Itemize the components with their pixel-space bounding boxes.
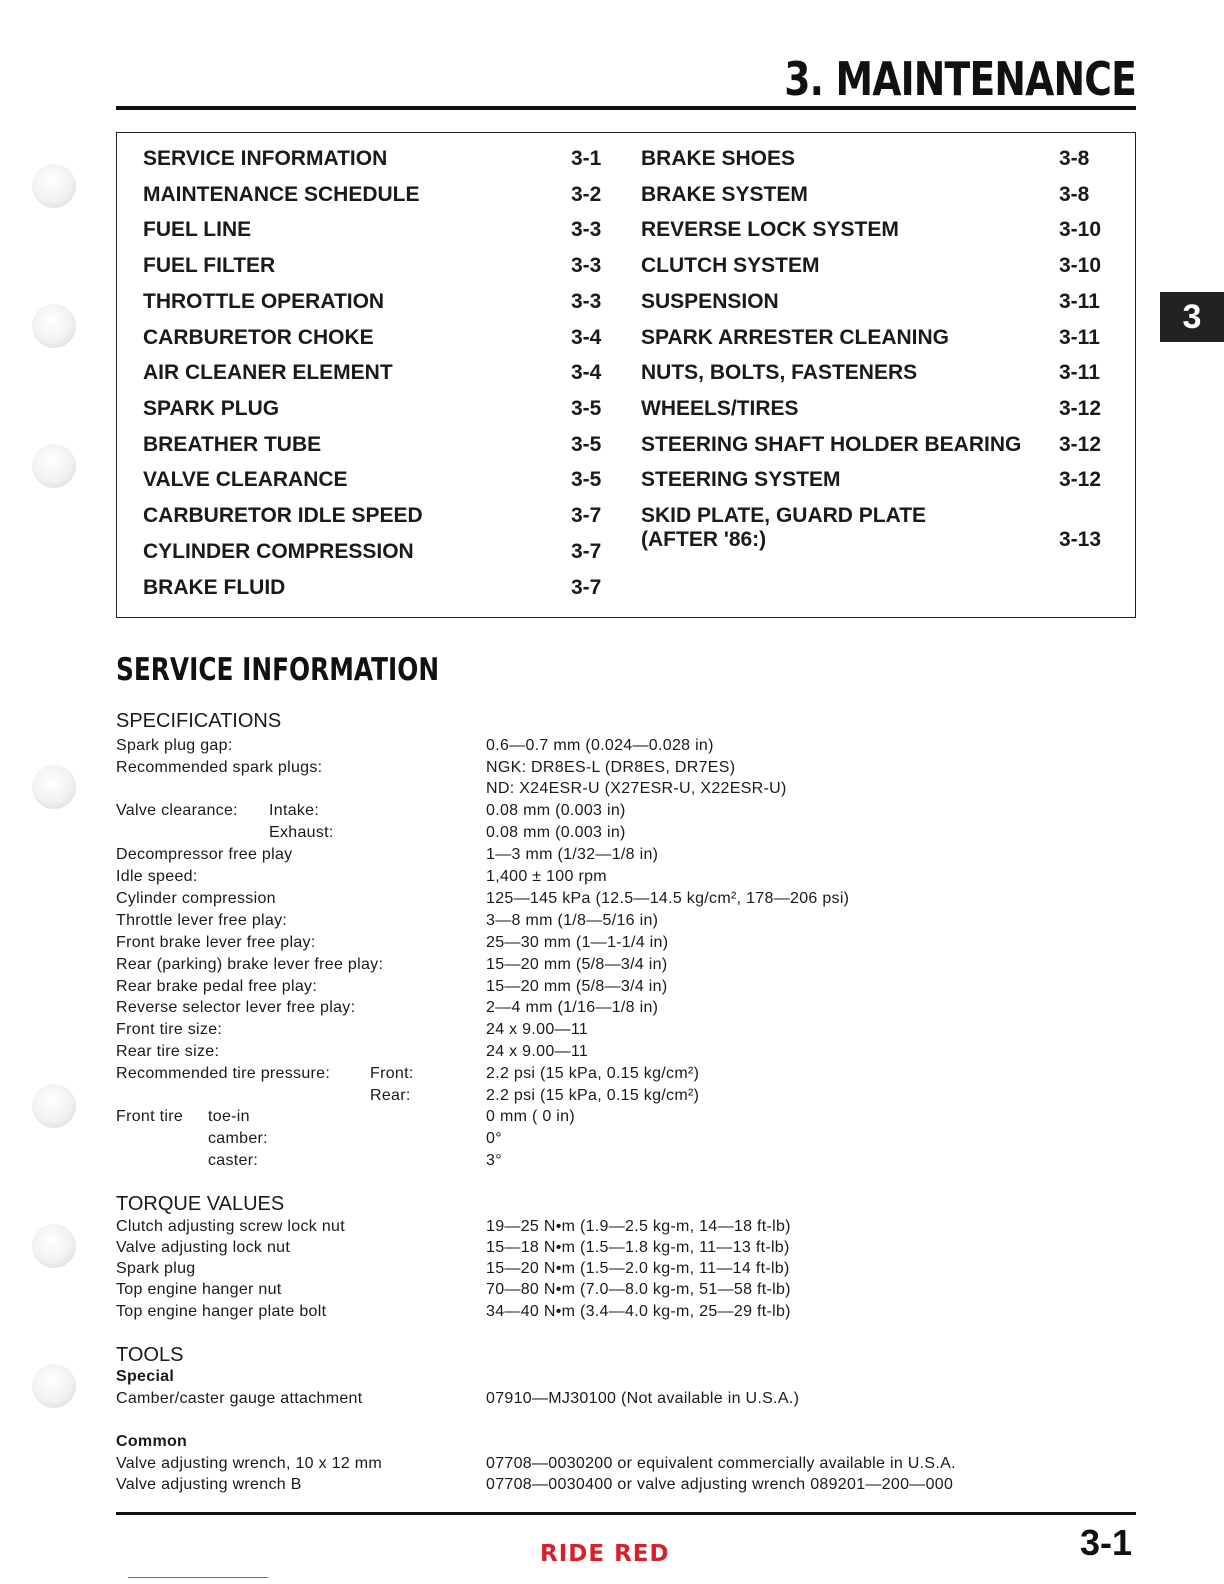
toc-item-label[interactable]: BREATHER TUBE xyxy=(143,433,322,456)
footer-rule xyxy=(116,1512,1136,1515)
toc-item-page: 3-11 xyxy=(1059,290,1100,313)
footer-brand-logo: RIDE RED xyxy=(540,1541,670,1567)
spec-value: 0° xyxy=(486,1130,502,1147)
spec-value: 3—8 mm (1/8—5/16 in) xyxy=(486,912,659,929)
toc-item-label[interactable]: BRAKE SHOES xyxy=(641,147,796,170)
header-rule xyxy=(116,106,1136,110)
toc-item-page: 3-4 xyxy=(571,361,602,384)
tool-label: Valve adjusting wrench, 10 x 12 mm xyxy=(116,1455,383,1472)
binder-hole xyxy=(32,765,76,809)
toc-box xyxy=(116,132,1136,618)
toc-item-label[interactable]: SKID PLATE, GUARD PLATE xyxy=(641,504,927,527)
binder-hole xyxy=(32,164,76,208)
spec-value: 0 mm ( 0 in) xyxy=(486,1108,575,1125)
chapter-title: 3. MAINTENANCE xyxy=(784,52,1136,106)
spec-sublabel: toe-in xyxy=(208,1108,250,1125)
toc-item-page: 3-11 xyxy=(1059,361,1100,384)
toc-item-page: 3-7 xyxy=(571,504,602,527)
spec-label: Recommended tire pressure: xyxy=(116,1065,331,1082)
spec-label: Front tire size: xyxy=(116,1021,223,1038)
torque-label: Valve adjusting lock nut xyxy=(116,1239,291,1256)
toc-item-page: 3-5 xyxy=(571,468,602,491)
toc-item-label[interactable]: BRAKE SYSTEM xyxy=(641,183,808,206)
spec-label: Spark plug gap: xyxy=(116,737,233,754)
toc-item-label[interactable]: REVERSE LOCK SYSTEM xyxy=(641,218,899,241)
toc-item-page: 3-5 xyxy=(571,397,602,420)
toc-item-label[interactable]: CARBURETOR CHOKE xyxy=(143,326,374,349)
toc-item-page: 3-10 xyxy=(1059,218,1102,241)
tool-value: 07708—0030200 or equivalent commercially available in U.S.A. xyxy=(486,1455,956,1472)
toc-item-label[interactable]: SPARK ARRESTER CLEANING xyxy=(641,326,950,349)
torque-label: Clutch adjusting screw lock nut xyxy=(116,1218,345,1235)
tool-label: Camber/caster gauge attachment xyxy=(116,1390,363,1407)
toc-item-label[interactable]: FUEL LINE xyxy=(143,218,252,241)
spec-value: 2.2 psi (15 kPa, 0.15 kg/cm²) xyxy=(486,1065,700,1082)
spec-label: Reverse selector lever free play: xyxy=(116,999,356,1016)
toc-item-page: 3-3 xyxy=(571,218,602,241)
spec-label: Front tire xyxy=(116,1108,184,1125)
spec-sublabel: Exhaust: xyxy=(269,824,334,841)
torque-value: 15—18 N•m (1.5—1.8 kg-m, 11—13 ft-lb) xyxy=(486,1239,790,1256)
toc-item-page: 3-7 xyxy=(571,540,602,563)
footer-link-underline xyxy=(128,1577,268,1578)
torque-label: Top engine hanger plate bolt xyxy=(116,1303,327,1320)
toc-item-page: 3-1 xyxy=(571,147,602,170)
spec-value: 15—20 mm (5/8—3/4 in) xyxy=(486,956,668,973)
toc-item-label[interactable]: STEERING SHAFT HOLDER BEARING xyxy=(641,433,1022,456)
toc-item-label[interactable]: SERVICE INFORMATION xyxy=(143,147,388,170)
binder-hole xyxy=(32,1084,76,1128)
toc-item-page: 3-3 xyxy=(571,290,602,313)
toc-item-page: 3-7 xyxy=(571,576,602,599)
spec-label: Cylinder compression xyxy=(116,890,276,907)
toc-item-label[interactable]: SUSPENSION xyxy=(641,290,779,313)
spec-value: 3° xyxy=(486,1152,502,1169)
spec-value: 1—3 mm (1/32—1/8 in) xyxy=(486,846,659,863)
section-title: SERVICE INFORMATION xyxy=(116,652,440,688)
toc-item-page: 3-13 xyxy=(1059,528,1102,551)
toc-item-label[interactable]: MAINTENANCE SCHEDULE xyxy=(143,183,420,206)
spec-value: 15—20 mm (5/8—3/4 in) xyxy=(486,978,668,995)
tool-value: 07708—0030400 or valve adjusting wrench 089201—200—000 xyxy=(486,1476,954,1493)
spec-value: NGK: DR8ES-L (DR8ES, DR7ES) xyxy=(486,759,736,776)
spec-value: 0.08 mm (0.003 in) xyxy=(486,824,626,841)
binder-hole xyxy=(32,304,76,348)
spec-value: ND: X24ESR-U (X27ESR-U, X22ESR-U) xyxy=(486,780,787,797)
binder-hole xyxy=(32,1224,76,1268)
toc-item-label[interactable]: VALVE CLEARANCE xyxy=(143,468,348,491)
torque-value: 70—80 N•m (7.0—8.0 kg-m, 51—58 ft-lb) xyxy=(486,1281,791,1298)
toc-item-label[interactable]: THROTTLE OPERATION xyxy=(143,290,385,313)
toc-item-page: 3-5 xyxy=(571,433,602,456)
torque-value: 34—40 N•m (3.4—4.0 kg-m, 25—29 ft-lb) xyxy=(486,1303,791,1320)
toc-item-label[interactable]: AIR CLEANER ELEMENT xyxy=(143,361,393,384)
toc-item-label[interactable]: BRAKE FLUID xyxy=(143,576,286,599)
spec-sublabel: camber: xyxy=(208,1130,268,1147)
page-number: 3-1 xyxy=(1079,1522,1132,1563)
binder-hole xyxy=(32,444,76,488)
torque-value: 19—25 N•m (1.9—2.5 kg-m, 14—18 ft-lb) xyxy=(486,1218,791,1235)
spec-sublabel: Intake: xyxy=(269,802,320,819)
toc-item-page: 3-11 xyxy=(1059,326,1100,349)
spec-label: Valve clearance: xyxy=(116,802,238,819)
spec-value: 24 x 9.00—11 xyxy=(486,1021,589,1038)
torque-label: Spark plug xyxy=(116,1260,196,1277)
spec-sublabel: Front: xyxy=(370,1065,414,1082)
toc-item-label[interactable]: (AFTER '86:) xyxy=(641,528,767,551)
spec-label: Recommended spark plugs: xyxy=(116,759,323,776)
tools-special-heading: Special xyxy=(116,1368,175,1385)
torque-value: 15—20 N•m (1.5—2.0 kg-m, 11—14 ft-lb) xyxy=(486,1260,790,1277)
tools-heading: TOOLS xyxy=(116,1344,184,1366)
toc-item-label[interactable]: STEERING SYSTEM xyxy=(641,468,841,491)
toc-item-page: 3-3 xyxy=(571,254,602,277)
spec-value: 2—4 mm (1/16—1/8 in) xyxy=(486,999,659,1016)
toc-item-label[interactable]: CLUTCH SYSTEM xyxy=(641,254,820,277)
spec-label: Rear (parking) brake lever free play: xyxy=(116,956,384,973)
toc-item-page: 3-8 xyxy=(1059,147,1090,170)
toc-item-page: 3-10 xyxy=(1059,254,1102,277)
toc-item-label[interactable]: CYLINDER COMPRESSION xyxy=(143,540,414,563)
spec-value: 2.2 psi (15 kPa, 0.15 kg/cm²) xyxy=(486,1087,700,1104)
toc-item-label[interactable]: FUEL FILTER xyxy=(143,254,276,277)
spec-value: 125—145 kPa (12.5—14.5 kg/cm², 178—206 psi) xyxy=(486,890,850,907)
spec-sublabel: caster: xyxy=(208,1152,259,1169)
spec-label: Front brake lever free play: xyxy=(116,934,316,951)
spec-value: 25—30 mm (1—1-1/4 in) xyxy=(486,934,669,951)
spec-label: Rear brake pedal free play: xyxy=(116,978,318,995)
spec-label: Rear tire size: xyxy=(116,1043,220,1060)
toc-item-label[interactable]: CARBURETOR IDLE SPEED xyxy=(143,504,423,527)
toc-item-page: 3-2 xyxy=(571,183,602,206)
tool-value: 07910—MJ30100 (Not available in U.S.A.) xyxy=(486,1390,800,1407)
spec-label: Throttle lever free play: xyxy=(116,912,288,929)
spec-value: 24 x 9.00—11 xyxy=(486,1043,589,1060)
chapter-tab: 3 xyxy=(1160,292,1224,342)
tool-label: Valve adjusting wrench B xyxy=(116,1476,302,1493)
toc-item-page: 3-12 xyxy=(1059,397,1102,420)
spec-value: 1,400 ± 100 rpm xyxy=(486,868,607,885)
toc-item-page: 3-4 xyxy=(571,326,602,349)
toc-item-label[interactable]: NUTS, BOLTS, FASTENERS xyxy=(641,361,918,384)
toc-item-label[interactable]: WHEELS/TIRES xyxy=(641,397,799,420)
torque-label: Top engine hanger nut xyxy=(116,1281,282,1298)
spec-label: Idle speed: xyxy=(116,868,198,885)
binder-hole xyxy=(32,1364,76,1408)
spec-label: Decompressor free play xyxy=(116,846,293,863)
spec-value: 0.6—0.7 mm (0.024—0.028 in) xyxy=(486,737,714,754)
spec-value: 0.08 mm (0.003 in) xyxy=(486,802,626,819)
specifications-heading: SPECIFICATIONS xyxy=(116,710,282,732)
torque-heading: TORQUE VALUES xyxy=(116,1193,285,1215)
tools-common-heading: Common xyxy=(116,1433,188,1450)
toc-item-page: 3-12 xyxy=(1059,468,1102,491)
toc-item-page: 3-8 xyxy=(1059,183,1090,206)
toc-item-label[interactable]: SPARK PLUG xyxy=(143,397,280,420)
toc-item-page: 3-12 xyxy=(1059,433,1102,456)
spec-sublabel: Rear: xyxy=(370,1087,411,1104)
